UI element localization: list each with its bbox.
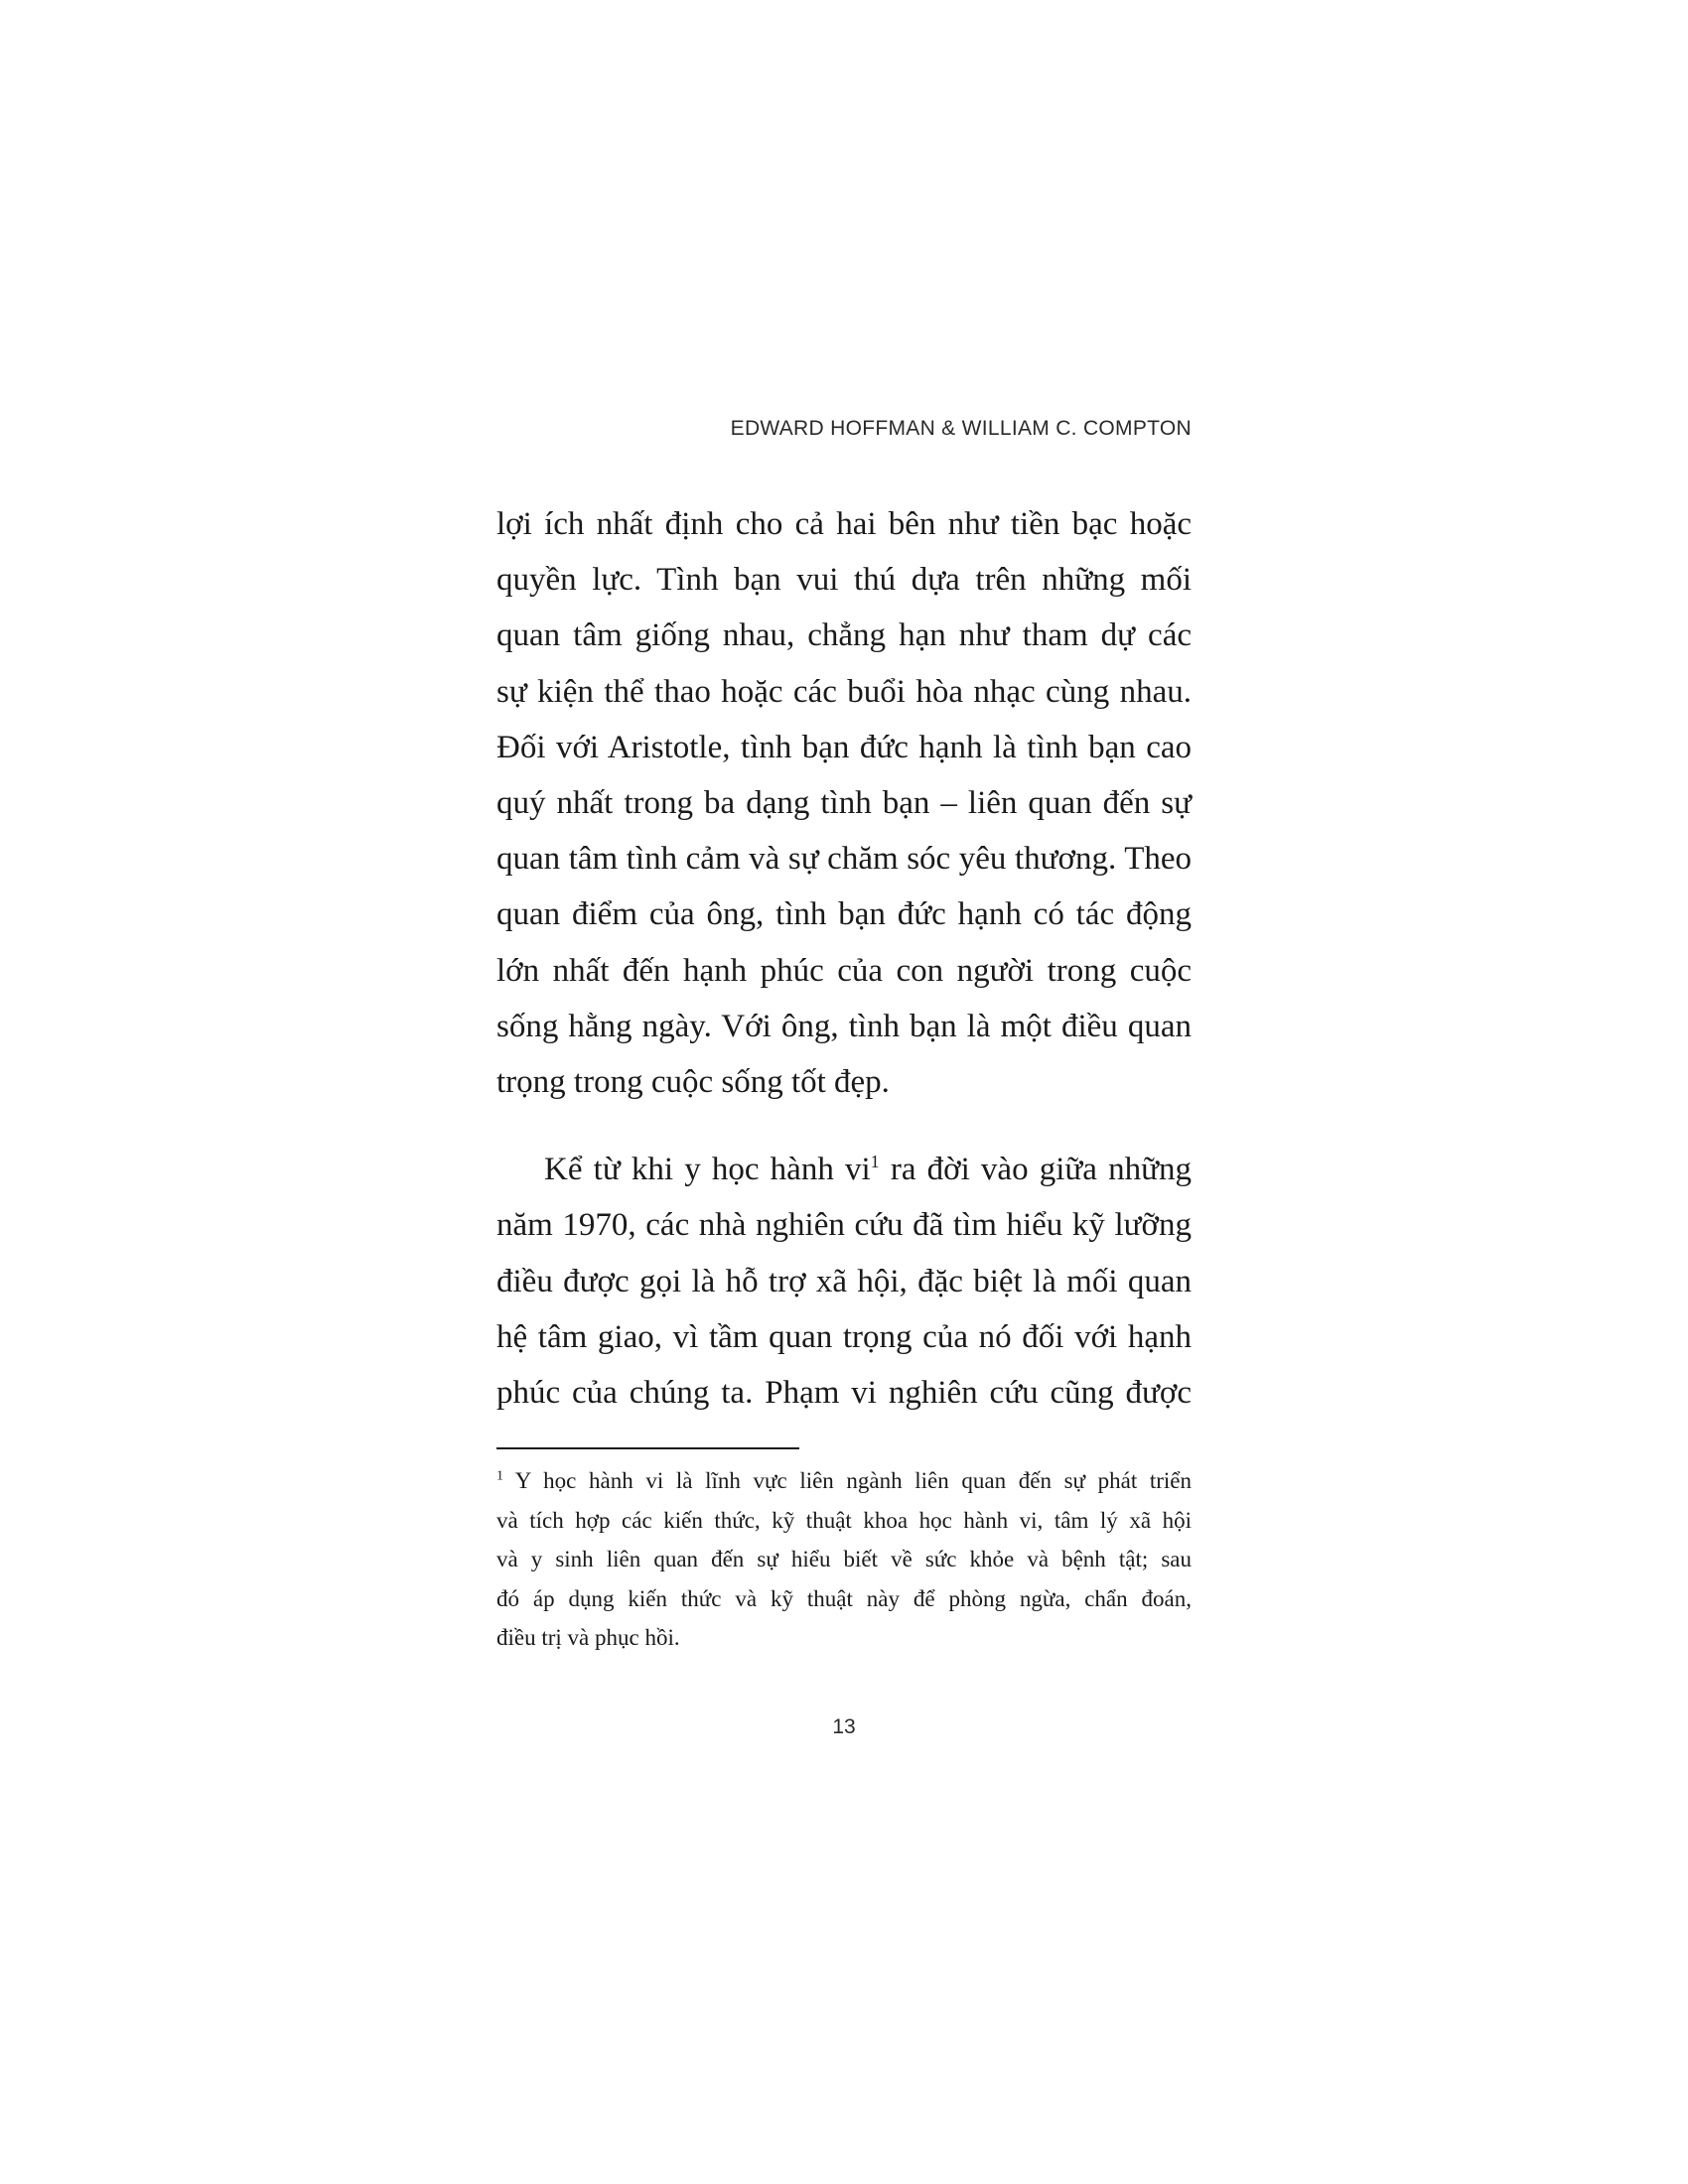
footnote-line: điều trị và phục hồi.: [496, 1625, 680, 1650]
text-line: phúc của chúng ta. Phạm vi nghiên cứu cũng được: [496, 1375, 1192, 1412]
text-line: quan tâm giống nhau, chẳng hạn như tham dự các: [496, 617, 1192, 654]
body-text: [496, 496, 1192, 1421]
text-line: sự kiện thể thao hoặc các buổi hòa nhạc cùng nhau.: [496, 673, 1192, 710]
text-line: lớn nhất đến hạnh phúc của con người trong cuộc: [496, 952, 1192, 989]
text-line: quan điểm của ông, tình bạn đức hạnh có tác động: [496, 896, 1192, 933]
footnote-line: và tích hợp các kiến thức, kỹ thuật khoa học hành vi, tâm lý xã hội: [496, 1507, 1192, 1533]
text-line: Đối với Aristotle, tình bạn đức hạnh là tình bạn cao: [496, 729, 1192, 765]
text-line: điều được gọi là hỗ trợ xã hội, đặc biệt là mối quan: [496, 1263, 1192, 1299]
text-line: lợi ích nhất định cho cả hai bên như tiền bạc hoặc: [496, 506, 1192, 542]
footnote: [496, 1461, 1192, 1658]
text-line: trọng trong cuộc sống tốt đẹp.: [496, 1064, 890, 1101]
text-line: hệ tâm giao, vì tầm quan trọng của nó đối với hạnh: [496, 1318, 1192, 1355]
text-fragment: ra đời vào giữa những: [879, 1152, 1192, 1188]
footnote-reference: 1: [870, 1152, 880, 1172]
footnote-line: [496, 1461, 1192, 1501]
footnote-marker: 1: [496, 1468, 503, 1484]
text-line: quyền lực. Tình bạn vui thú dựa trên những mối: [496, 562, 1192, 599]
paragraph-1: [496, 496, 1192, 1110]
page-number: 13: [832, 1715, 856, 1738]
text-line: quý nhất trong ba dạng tình bạn – liên quan đến sự: [496, 785, 1192, 822]
text-fragment: Kể từ khi y học hành vi: [544, 1152, 871, 1188]
footnote-divider: [496, 1447, 799, 1449]
text-line: quan tâm tình cảm và sự chăm sóc yêu thương. Theo: [496, 841, 1192, 878]
text-line: năm 1970, các nhà nghiên cứu đã tìm hiểu kỹ lưỡng: [496, 1207, 1192, 1244]
paragraph-2: [496, 1142, 1192, 1421]
footnote-line: đó áp dụng kiến thức và kỹ thuật này để phòng ngừa, chẩn đoán,: [496, 1585, 1192, 1611]
footnote-fragment: Y học hành vi là lĩnh vực liên ngành liên quan đến sự phát triển: [503, 1468, 1192, 1493]
text-line: [496, 1142, 1192, 1197]
text-line: sống hằng ngày. Với ông, tình bạn là một điều quan: [496, 1008, 1192, 1044]
footnote-line: và y sinh liên quan đến sự hiểu biết về sức khỏe và bệnh tật; sau: [496, 1547, 1192, 1571]
running-head: EDWARD HOFFMAN & WILLIAM C. COMPTON: [730, 417, 1192, 440]
